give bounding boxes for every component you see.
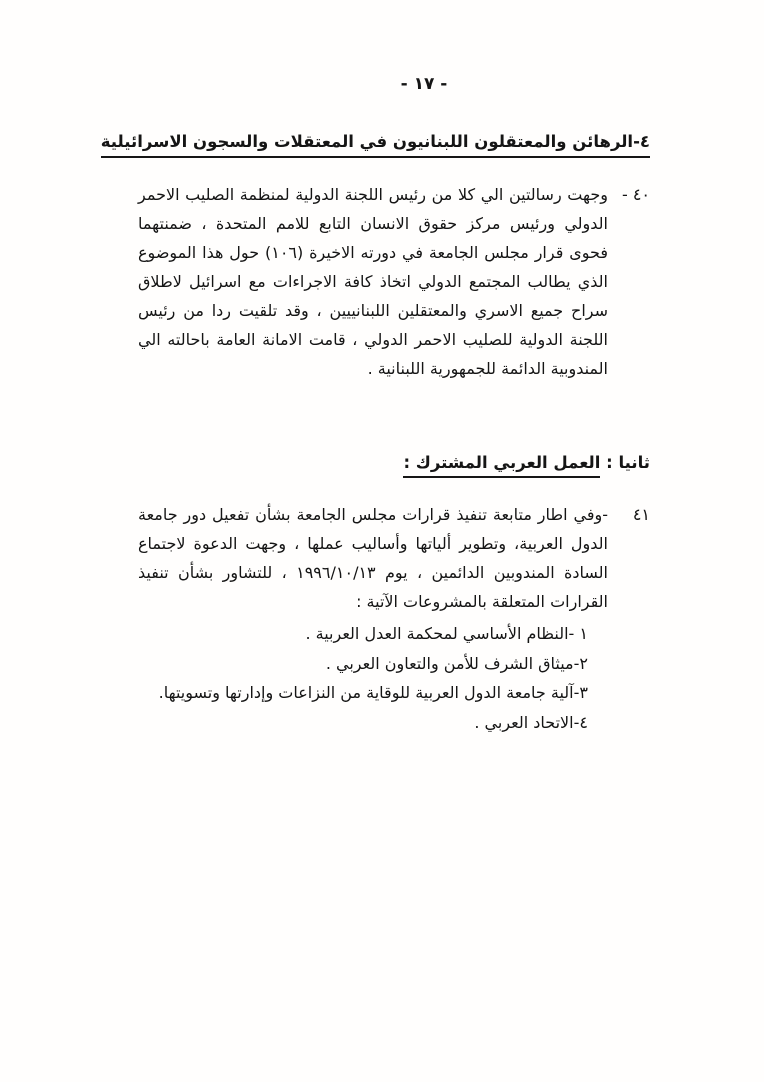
list-item-3: ٣-آلية جامعة الدول العربية للوقاية من النزاعات وإدارتها وتسويتها. xyxy=(158,683,588,702)
paragraph-40 xyxy=(138,180,650,383)
list-item-4: ٤-الاتحاد العربي . xyxy=(474,712,588,732)
section2-intro: ثانيا : xyxy=(606,453,650,472)
list-item-2: ٢-ميثاق الشرف للأمن والتعاون العربي . xyxy=(325,653,588,673)
paragraph-40-body: وجهت رسالتين الي كلا من رئيس اللجنة الدولية لمنظمة الصليب الاحمر الدولي ورئيس مركز حقوق الانسان التابع للامم المتحدة ، ضمنتهما فحوى قرار مجلس الجامعة في دورته الاخيرة (١٠٦) حول هذا الموضوع الذي يطالب المجتمع الدولي اتخاذ كافة الاجراءات مع اسرائيل لاطلاق سراح جميع الاسري والمعتقلين اللبنانييين ، وقد تلقيت ردا من رئيس اللجنة الدولية للصليب الاحمر الدولي ، قامت الامانة العامة باحالته الي المندوبية الدائمة للجمهورية اللبنانية . xyxy=(138,185,609,378)
section1-heading: ٤-الرهائن والمعتقلون اللبنانيون في المعتقلات والسجون الاسرائيلية xyxy=(101,132,650,158)
paragraph-41 xyxy=(138,500,650,616)
page-number: - ١٧ - xyxy=(400,74,448,94)
item-number-41: ٤١ xyxy=(632,505,650,524)
list-item-1: ١ -النظام الأساسي لمحكمة العدل العربية . xyxy=(305,624,588,643)
item-number-40: ٤٠ - xyxy=(621,185,650,204)
paragraph-41-body: -وفي اطار متابعة تنفيذ قرارات مجلس الجامعة بشأن تفعيل دور جامعة الدول العربية، وتطوير ألياتها وأساليب عملها ، وجهت الدعوة لاجتماع السادة المندوبين الدائمين ، يوم ١٩٩٦/١٠/١٣ ، للتشاور بشأن تنفيذ القرارات المتعلقة بالمشروعات الآتية : xyxy=(138,505,608,611)
section2-title: العمل العربي المشترك : xyxy=(403,453,600,478)
section2-heading xyxy=(403,453,650,472)
projects-list xyxy=(138,619,588,737)
